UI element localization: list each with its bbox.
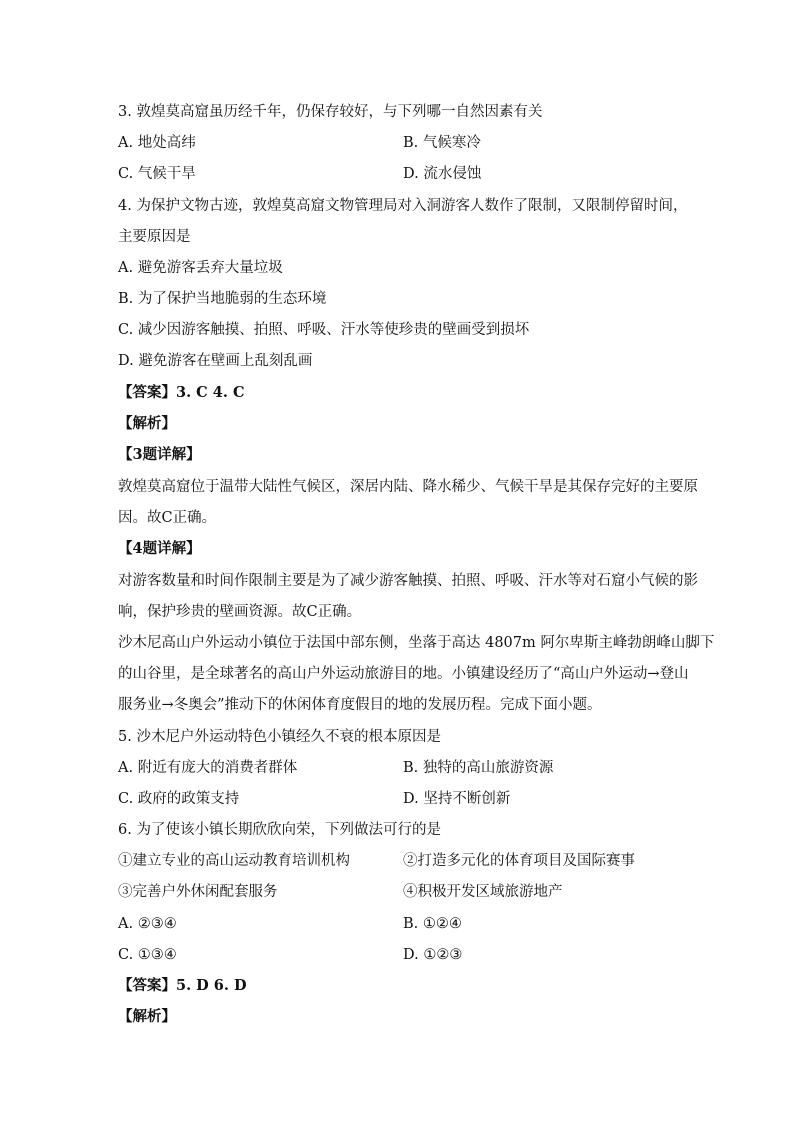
q3-option-b: B. 气候寒冷 [403, 135, 481, 151]
q3-option-c: C. 气候干旱 [118, 166, 196, 182]
q4-option-c: C. 减少因游客触摸、拍照、呼吸、汗水等使珍贵的壁画受到损坏 [118, 322, 530, 338]
analysis-heading-2: 【解析】 [118, 1008, 176, 1025]
q3-option-a: A. 地处高纬 [118, 135, 196, 151]
question-3-stem: 3. 敦煌莫高窟虽历经千年，仍保存较好，与下列哪一自然因素有关 [118, 104, 543, 120]
q5-option-d: D. 坚持不断创新 [403, 791, 511, 807]
detail-3-heading: 【3题详解】 [118, 446, 201, 463]
q6-item-2: ②打造多元化的体育项目及国际赛事 [403, 853, 635, 869]
answer-3-4: 【答案】3. C 4. C [118, 384, 245, 401]
q6-option-d: D. ①②③ [403, 947, 463, 963]
q6-item-1: ①建立专业的高山运动教育培训机构 [118, 853, 350, 869]
question-4-stem-line1: 4. 为保护文物古迹，敦煌莫高窟文物管理局对入洞游客人数作了限制，又限制停留时间， [118, 198, 688, 214]
detail-4-heading: 【4题详解】 [118, 540, 201, 557]
passage-line1: 沙木尼高山户外运动小镇位于法国中部东侧，坐落于高达 4807m 阿尔卑斯主峰勃朗峰山脚下 [118, 635, 715, 651]
q4-option-a: A. 避免游客丢弃大量垃圾 [118, 260, 283, 276]
q5-option-a: A. 附近有庞大的消费者群体 [118, 760, 298, 776]
q4-option-b: B. 为了保护当地脆弱的生态环境 [118, 291, 327, 307]
q5-option-b: B. 独特的高山旅游资源 [403, 760, 554, 776]
detail-4-line1: 对游客数量和时间作限制主要是为了减少游客触摸、拍照、呼吸、汗水等对石窟小气候的影 [118, 573, 698, 589]
q5-option-c: C. 政府的政策支持 [118, 791, 240, 807]
question-4-stem-line2: 主要原因是 [118, 229, 191, 245]
q6-option-b: B. ①②④ [403, 916, 462, 932]
q4-option-d: D. 避免游客在壁画上乱刻乱画 [118, 353, 313, 369]
detail-3-line1: 敦煌莫高窟位于温带大陆性气候区，深居内陆、降水稀少、气候干旱是其保存完好的主要原 [118, 479, 698, 495]
answer-5-6: 【答案】5. D 6. D [118, 977, 247, 994]
passage-line2: 的山谷里，是全球著名的高山户外运动旅游目的地。小镇建设经历了“高山户外运动→登山 [118, 666, 689, 682]
question-6-stem: 6. 为了使该小镇长期欣欣向荣，下列做法可行的是 [118, 822, 441, 838]
q3-option-d: D. 流水侵蚀 [403, 166, 482, 182]
detail-4-line2: 响，保护珍贵的壁画资源。故C正确。 [118, 604, 362, 620]
q6-option-c: C. ①③④ [118, 947, 177, 963]
q6-item-3: ③完善户外休闲配套服务 [118, 884, 278, 900]
q6-item-4: ④积极开发区域旅游地产 [403, 884, 563, 900]
detail-3-line2: 因。故C正确。 [118, 510, 217, 526]
q6-option-a: A. ②③④ [118, 916, 177, 932]
question-5-stem: 5. 沙木尼户外运动特色小镇经久不衰的根本原因是 [118, 729, 441, 745]
passage-line3: 服务业→冬奥会”推动下的休闲体育度假目的地的发展历程。完成下面小题。 [118, 697, 602, 713]
analysis-heading-1: 【解析】 [118, 415, 176, 432]
